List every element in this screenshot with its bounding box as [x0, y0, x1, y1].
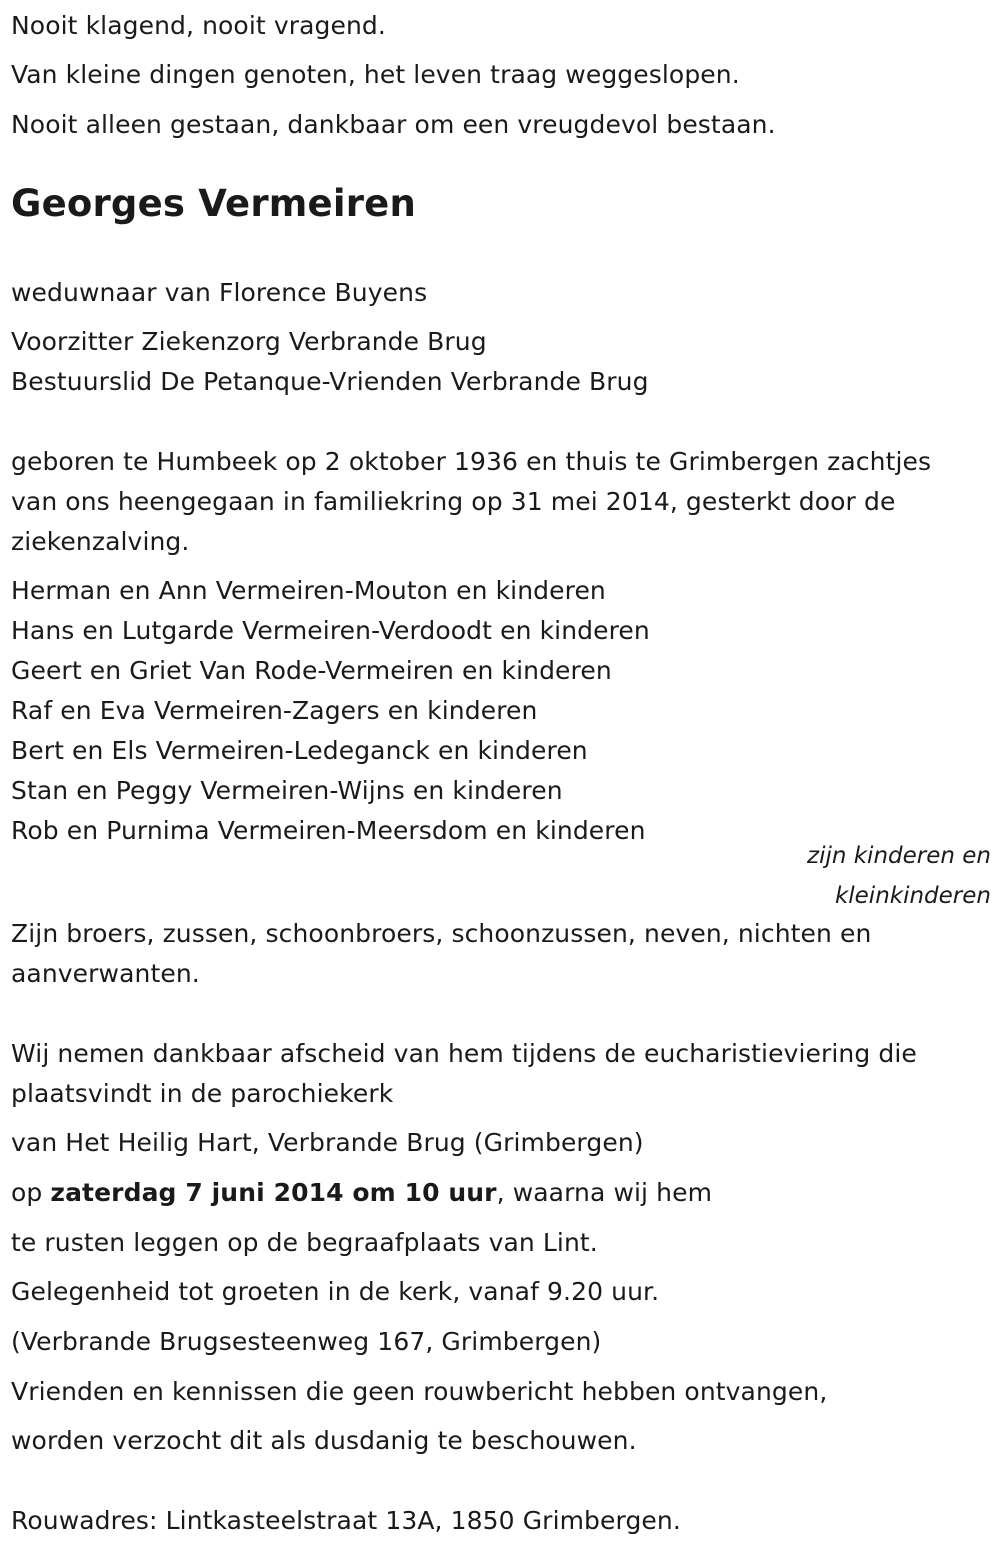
child-line: Stan en Peggy Vermeiren-Wijns en kinderen: [11, 776, 563, 805]
child-line: Herman en Ann Vermeiren-Mouton en kinderen: [11, 576, 606, 605]
poem-line-2: Van kleine dingen genoten, het leven traag weggeslopen.: [11, 60, 740, 89]
ceremony-line-2: plaatsvindt in de parochiekerk: [11, 1079, 394, 1108]
child-line: Raf en Eva Vermeiren-Zagers en kinderen: [11, 696, 538, 725]
mourning-address: Rouwadres: Lintkasteelstraat 13A, 1850 Grimbergen.: [11, 1506, 681, 1535]
ceremony-line-3: van Het Heilig Hart, Verbrande Brug (Grimbergen): [11, 1128, 644, 1157]
birth-death-line-3: ziekenzalving.: [11, 527, 190, 556]
ceremony-line-6: Gelegenheid tot groeten in de kerk, vanaf 9.20 uur.: [11, 1277, 660, 1306]
children-caption-line-1: zijn kinderen en: [807, 843, 991, 869]
child-line: Bert en Els Vermeiren-Ledeganck en kinderen: [11, 736, 588, 765]
ceremony-line-8: Vrienden en kennissen die geen rouwbericht hebben ontvangen,: [11, 1377, 828, 1406]
birth-death-line-2: van ons heengegaan in familiekring op 31 mei 2014, gesterkt door de: [11, 487, 896, 516]
children-caption-line-2: kleinkinderen: [834, 883, 991, 909]
relatives-line-2: aanverwanten.: [11, 959, 200, 988]
ceremony-line-1: Wij nemen dankbaar afscheid van hem tijdens de eucharistieviering die: [11, 1039, 917, 1068]
child-line: Hans en Lutgarde Vermeiren-Verdoodt en kinderen: [11, 616, 650, 645]
child-line: Rob en Purnima Vermeiren-Meersdom en kinderen: [11, 816, 646, 845]
birth-death-line-1: geboren te Humbeek op 2 oktober 1936 en thuis te Grimbergen zachtjes: [11, 447, 932, 476]
ceremony-line-7: (Verbrande Brugsesteenweg 167, Grimbergen): [11, 1327, 602, 1356]
relatives-line-1: Zijn broers, zussen, schoonbroers, schoonzussen, neven, nichten en: [11, 919, 872, 948]
deceased-name: Georges Vermeiren: [11, 182, 416, 225]
child-line: Geert en Griet Van Rode-Vermeiren en kinderen: [11, 656, 612, 685]
ceremony-date-prefix: op: [11, 1178, 51, 1207]
ceremony-date-line: [11, 1178, 712, 1208]
poem-line-1: Nooit klagend, nooit vragend.: [11, 11, 386, 40]
ceremony-line-9: worden verzocht dit als dusdanig te beschouwen.: [11, 1426, 637, 1455]
ceremony-date-suffix: , waarna wij hem: [496, 1178, 713, 1207]
poem-line-3: Nooit alleen gestaan, dankbaar om een vreugdevol bestaan.: [11, 110, 776, 139]
role-line-2: Bestuurslid De Petanque-Vrienden Verbrande Brug: [11, 367, 649, 396]
role-line-1: Voorzitter Ziekenzorg Verbrande Brug: [11, 327, 487, 356]
widower-line: weduwnaar van Florence Buyens: [11, 278, 428, 307]
ceremony-line-5: te rusten leggen op de begraafplaats van Lint.: [11, 1228, 598, 1257]
ceremony-date: zaterdag 7 juni 2014 om 10 uur: [50, 1178, 497, 1207]
